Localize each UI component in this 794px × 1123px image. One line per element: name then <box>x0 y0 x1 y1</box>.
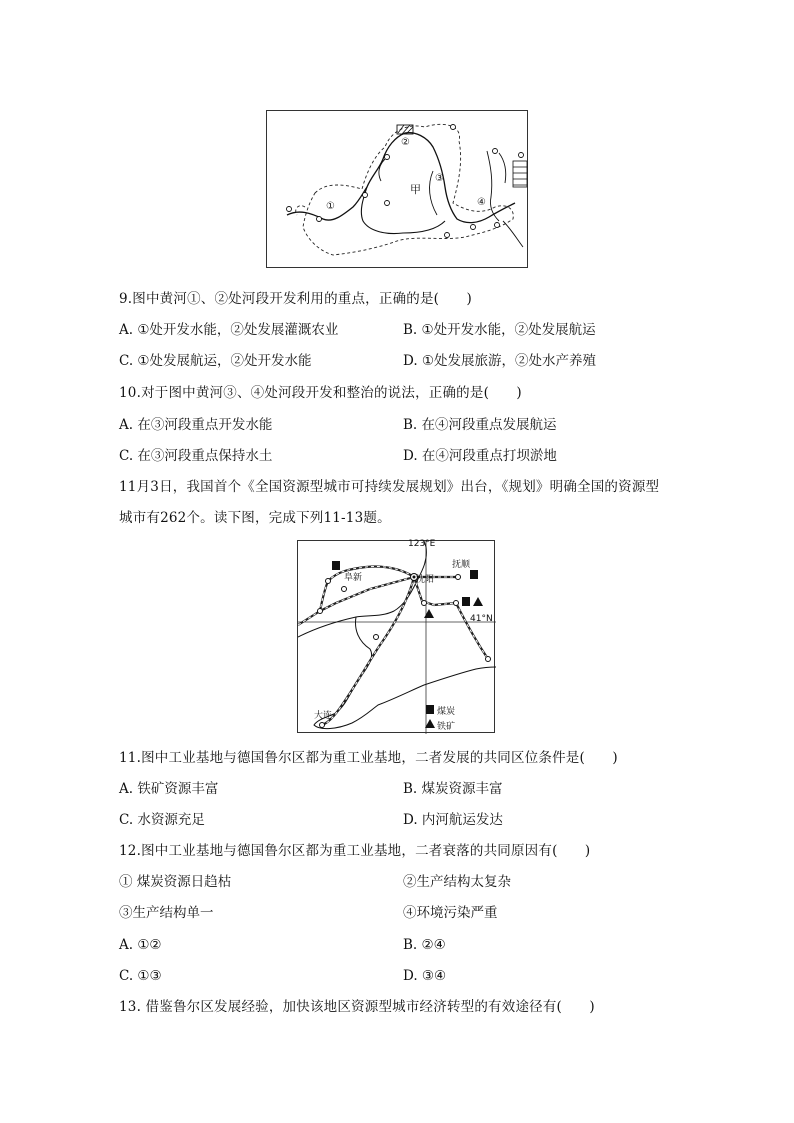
q12-option-c: C. ①③ <box>119 968 162 984</box>
river-section-2-label: ② <box>401 137 410 148</box>
city-dalian-label: 大连 <box>314 711 333 721</box>
q10-stem: 10.对于图中黄河③、④处河段开发和整治的说法，正确的是( ) <box>119 385 522 401</box>
q12-statement-3: ③生产结构单一 <box>119 905 214 921</box>
latitude-label: 41°N <box>470 614 493 624</box>
q12-statement-4: ④环境污染严重 <box>403 905 498 921</box>
q9-option-d: D. ①处发展旅游，②处水产养殖 <box>403 353 597 369</box>
q12-option-d: D. ③④ <box>403 968 447 984</box>
river-section-1-label: ① <box>326 201 335 212</box>
q10-option-b: B. 在④河段重点发展航运 <box>403 417 557 433</box>
intro-line-2: 城市有262个。读下图，完成下列11-13题。 <box>119 510 391 526</box>
river-section-3-label: ③ <box>435 173 444 184</box>
q12-option-a: A. ①② <box>119 937 162 953</box>
q9-option-c: C. ①处发展航运，②处开发水能 <box>119 353 312 369</box>
q11-option-a: A. 铁矿资源丰富 <box>119 781 219 797</box>
longitude-label: 123°E <box>408 539 436 549</box>
region-jia-label: 甲 <box>410 183 421 196</box>
q11-option-c: C. 水资源充足 <box>119 812 205 828</box>
city-fushun-label: 抚顺 <box>452 560 471 570</box>
yellow-river-map-drawing <box>267 111 529 269</box>
q9-option-b: B. ①处开发水能，②处发展航运 <box>403 322 596 338</box>
q11-stem: 11.图中工业基地与德国鲁尔区都为重工业基地，二者发展的共同区位条件是( ) <box>119 750 618 766</box>
q9-stem: 9.图中黄河①、②处河段开发利用的重点，正确的是( ) <box>119 291 473 307</box>
q11-option-d: D. 内河航运发达 <box>403 812 503 828</box>
river-section-4-label: ④ <box>477 197 486 208</box>
q12-statement-2: ②生产结构太复杂 <box>403 874 511 890</box>
q12-option-b: B. ②④ <box>403 937 446 953</box>
q13-stem: 13. 借鉴鲁尔区发展经验，加快该地区资源型城市经济转型的有效途径有( ) <box>119 999 595 1015</box>
intro-line-1: 11月3日，我国首个《全国资源型城市可持续发展规划》出台，《规划》明确全国的资源型 <box>119 479 660 495</box>
q10-option-c: C. 在③河段重点保持水土 <box>119 448 273 464</box>
yellow-river-map <box>266 110 528 268</box>
q9-option-a: A. ①处开发水能，②处发展灌溉农业 <box>119 322 339 338</box>
liaoning-industry-map <box>297 540 495 733</box>
city-shenyang-label: 沈阳 <box>416 575 435 585</box>
q10-option-d: D. 在④河段重点打坝淤地 <box>403 448 557 464</box>
q11-option-b: B. 煤炭资源丰富 <box>403 781 503 797</box>
q12-stem: 12.图中工业基地与德国鲁尔区都为重工业基地，二者衰落的共同原因有( ) <box>119 843 591 859</box>
q12-statement-1: ① 煤炭资源日趋枯 <box>119 874 232 890</box>
legend-iron-label: 铁矿 <box>437 722 456 732</box>
city-fuxin-label: 阜新 <box>344 573 363 583</box>
q10-option-a: A. 在③河段重点开发水能 <box>119 417 273 433</box>
legend-coal-label: 煤炭 <box>437 707 456 717</box>
